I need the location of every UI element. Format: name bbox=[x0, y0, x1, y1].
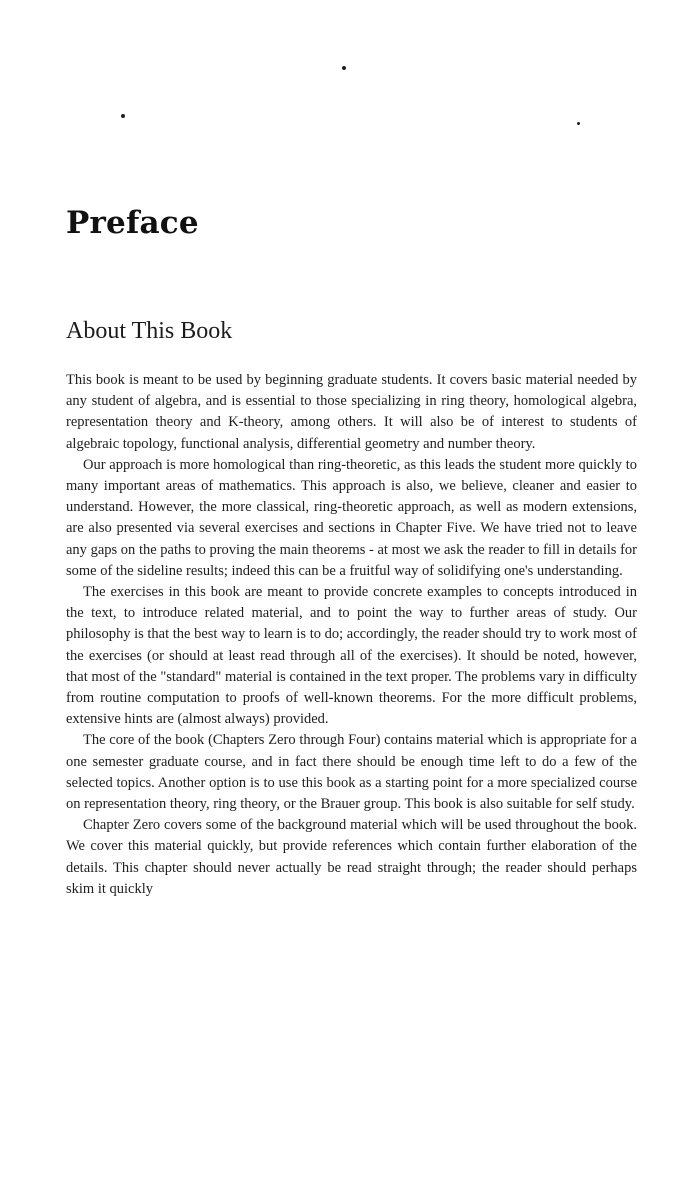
scan-speck bbox=[121, 114, 125, 118]
chapter-title: Preface bbox=[66, 205, 199, 241]
section-title: About This Book bbox=[66, 318, 233, 344]
paragraph: The exercises in this book are meant to provide concrete examples to concepts introduced in the text, to introduce related material, and to point the way to further areas of study. Our philosophy is that the best way to learn is to do; accordingly, the reader should try to work most of the exercises (or should at least read through all of the exercises). It should be noted, however, that most of the "standard" material is contained in the text proper. The problems vary in difficulty from routine computation to proofs of well-known theorems. For the more difficult problems, extensive hints are (almost always) provided. bbox=[66, 584, 637, 728]
paragraph: This book is meant to be used by beginning graduate students. It covers basic material needed by any student of algebra, and is essential to those specializing in ring theory, homological algebra, representation theory and K-theory, among others. It will also be of interest to students of algebraic topology, functional analysis, differential geometry and number theory. bbox=[66, 372, 637, 452]
paragraph: Our approach is more homological than ring-theoretic, as this leads the student more quickly to many important areas of mathematics. This approach is also, we believe, cleaner and easier to understand. However, the more classical, ring-theoretic approach, as well as modern extensions, are also presented via several exercises and sections in Chapter Five. We have tried not to leave any gaps on the paths to proving the main theorems - at most we ask the reader to fill in details for some of the sideline results; indeed this can be a fruitful way of solidifying one's understanding. bbox=[66, 456, 637, 579]
paragraph: The core of the book (Chapters Zero through Four) contains material which is appropriate for a one semester graduate course, and in fact there should be enough time left to do a few of the selected topics. Another option is to use this book as a starting point for a more specialized course on representation theory, ring theory, or the Brauer group. This book is also suitable for self study. bbox=[66, 732, 637, 813]
body-text bbox=[66, 370, 637, 900]
paragraph: Chapter Zero covers some of the background material which will be used throughout the book. We cover this material quickly, but provide references which contain further elaboration of the details. This chapter should never actually be read straight through; the reader should perhaps skim it quickly bbox=[66, 817, 637, 897]
scan-speck bbox=[342, 66, 346, 70]
scan-speck bbox=[577, 122, 580, 125]
